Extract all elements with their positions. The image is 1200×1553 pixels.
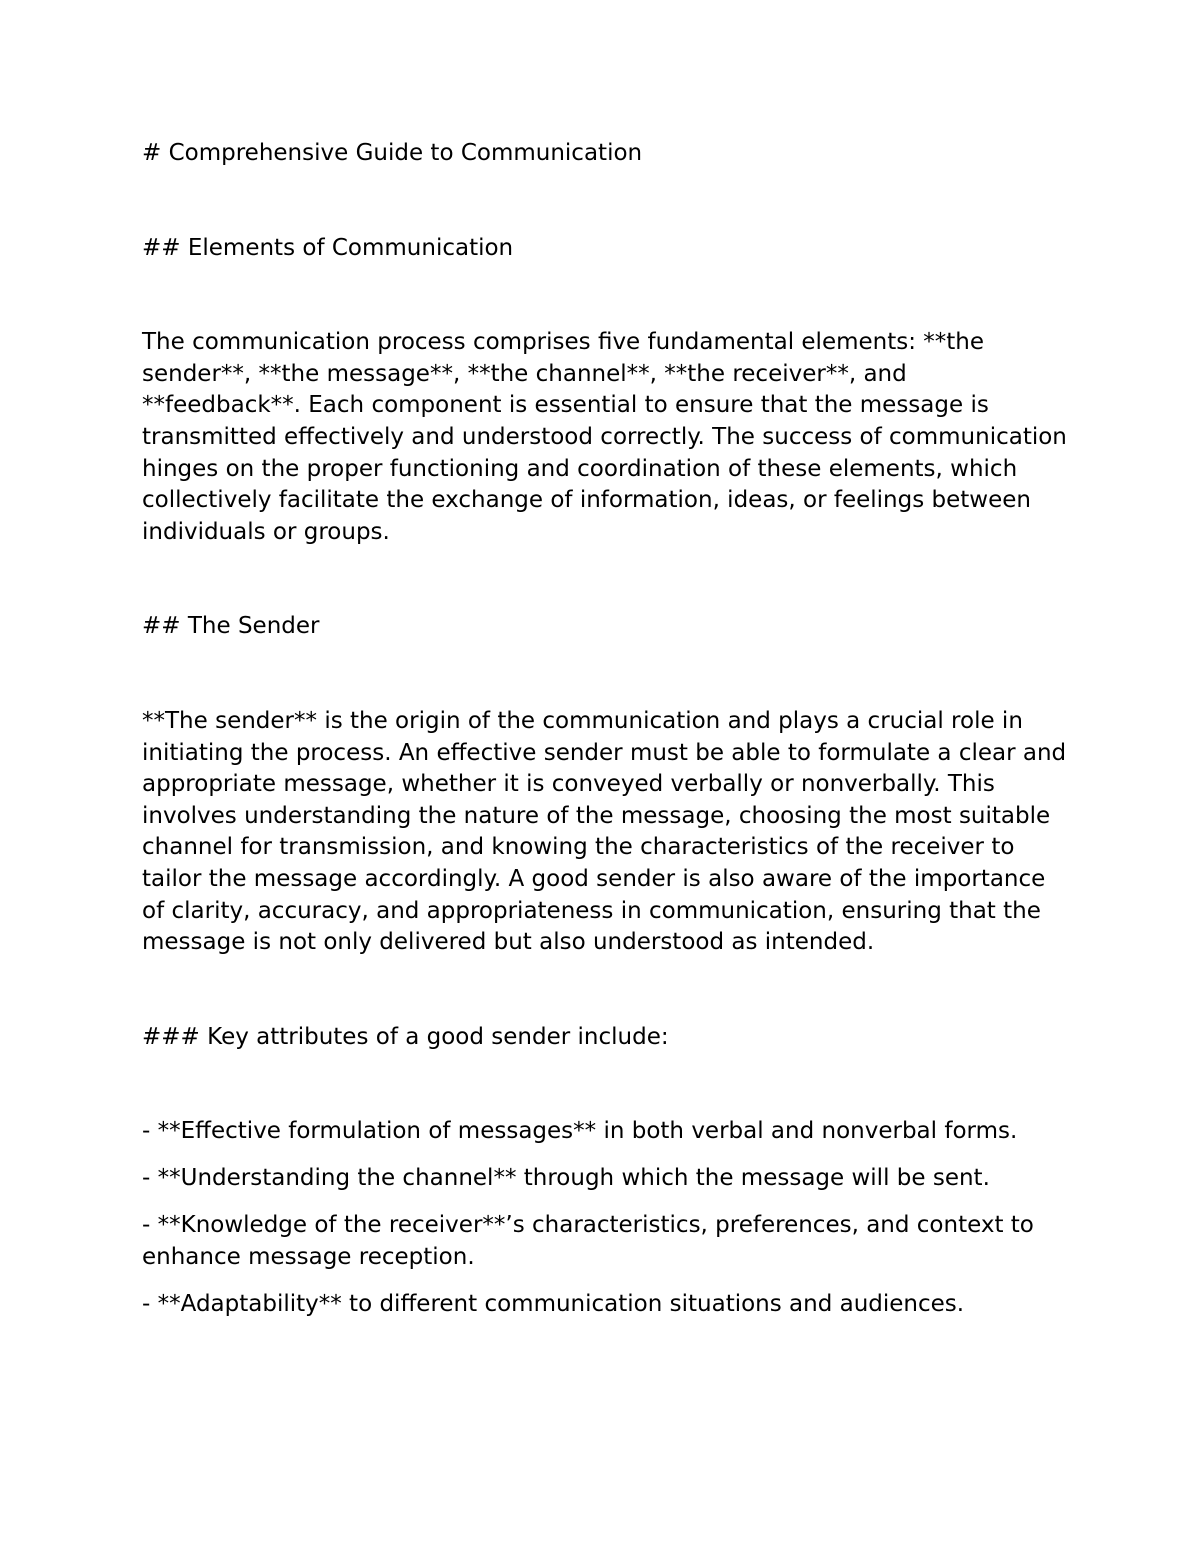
list-item: - **Adaptability** to different communication situations and audiences.	[142, 1291, 965, 1318]
subsection-heading-key-attributes: ### Key attributes of a good sender include:	[142, 1023, 669, 1050]
list-item: - **Effective formulation of messages** in both verbal and nonverbal forms.	[142, 1118, 1018, 1145]
document-title: # Comprehensive Guide to Communication	[142, 140, 643, 166]
document-page	[142, 138, 1075, 1336]
list-item: - **Understanding the channel** through which the message will be sent.	[142, 1165, 990, 1192]
attributes-list	[142, 1116, 1072, 1320]
section-heading-elements: ## Elements of Communication	[142, 234, 514, 261]
paragraph-sender: **The sender** is the origin of the communication and plays a crucial role in initiating the process. An effective sender must be able to formulate a clear and appropriate message, whether it is conveyed verbally or nonverbally. This involves understanding the nature of the message, choosing the most suitable channel for transmission, and knowing the characteristics of the receiver to tailor the message accordingly. A good sender is also aware of the importance of clarity, accuracy, and appropriateness in communication, ensuring that the message is not only delivered but also understood as intended.	[142, 707, 1074, 956]
list-item: - **Knowledge of the receiver**’s characteristics, preferences, and context to enhance message reception.	[142, 1212, 1042, 1271]
section-heading-sender: ## The Sender	[142, 613, 320, 640]
paragraph-elements: The communication process comprises five fundamental elements: **the sender**, **the message**, **the channel**, **the receiver**, and **feedback**. Each component is essential to ensure that the message is transmitted effectively and understood correctly. The success of communication hinges on the proper functioning and coordination of these elements, which collectively facilitate the exchange of information, ideas, or feelings between individuals or groups.	[142, 329, 1075, 545]
